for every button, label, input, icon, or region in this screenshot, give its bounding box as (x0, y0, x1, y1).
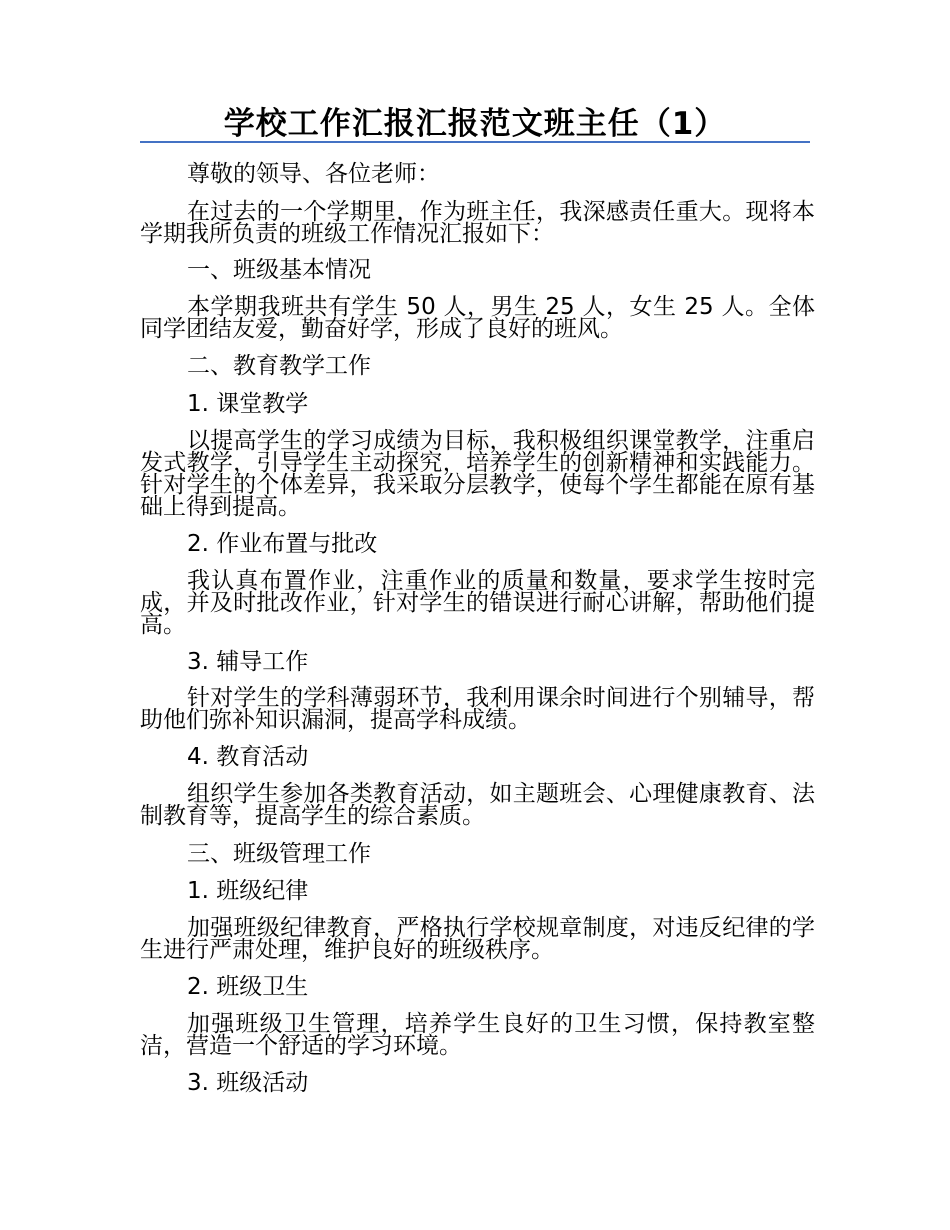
title-block (140, 100, 810, 143)
page-title: 学校工作汇报汇报范文班主任（1） (223, 106, 727, 142)
intro-paragraph: 在过去的一个学期里，作为班主任，我深感责任重大。现将本学期我所负责的班级工作情况汇报如下： (140, 199, 815, 247)
section-2-4-paragraph: 组织学生参加各类教育活动，如主题班会、心理健康教育、法制教育等，提高学生的综合素质。 (140, 781, 815, 829)
greeting: 尊敬的领导、各位老师： (187, 161, 440, 187)
section-2-1-heading: 1. 课堂教学 (187, 391, 309, 417)
section-2-heading: 二、教育教学工作 (187, 353, 371, 379)
section-3-1-heading: 1. 班级纪律 (187, 878, 309, 904)
section-1-heading: 一、班级基本情况 (187, 257, 371, 283)
section-3-2-heading: 2. 班级卫生 (187, 974, 309, 1000)
section-3-3-heading: 3. 班级活动 (187, 1070, 309, 1096)
section-3-2-paragraph: 加强班级卫生管理，培养学生良好的卫生习惯，保持教室整洁，营造一个舒适的学习环境。 (140, 1011, 815, 1059)
section-2-1-paragraph: 以提高学生的学习成绩为目标，我积极组织课堂教学，注重启发式教学，引导学生主动探究，培养学生的创新精神和实践能力。针对学生的个体差异，我采取分层教学，使每个学生都能在原有基础上得到提高。 (140, 428, 815, 520)
section-2-3-paragraph: 针对学生的学科薄弱环节，我利用课余时间进行个别辅导，帮助他们弥补知识漏洞，提高学科成绩。 (140, 685, 815, 733)
section-2-4-heading: 4. 教育活动 (187, 744, 309, 770)
section-2-3-heading: 3. 辅导工作 (187, 649, 309, 675)
section-3-heading: 三、班级管理工作 (187, 841, 371, 867)
section-3-1-paragraph: 加强班级纪律教育，严格执行学校规章制度，对违反纪律的学生进行严肃处理，维护良好的班级秩序。 (140, 915, 815, 963)
section-2-2-heading: 2. 作业布置与批改 (187, 531, 378, 557)
section-2-2-paragraph: 我认真布置作业，注重作业的质量和数量，要求学生按时完成，并及时批改作业，针对学生的错误进行耐心讲解，帮助他们提高。 (140, 568, 815, 638)
section-1-paragraph: 本学期我班共有学生 50 人，男生 25 人，女生 25 人。全体同学团结友爱，勤奋好学，形成了良好的班风。 (140, 294, 815, 342)
